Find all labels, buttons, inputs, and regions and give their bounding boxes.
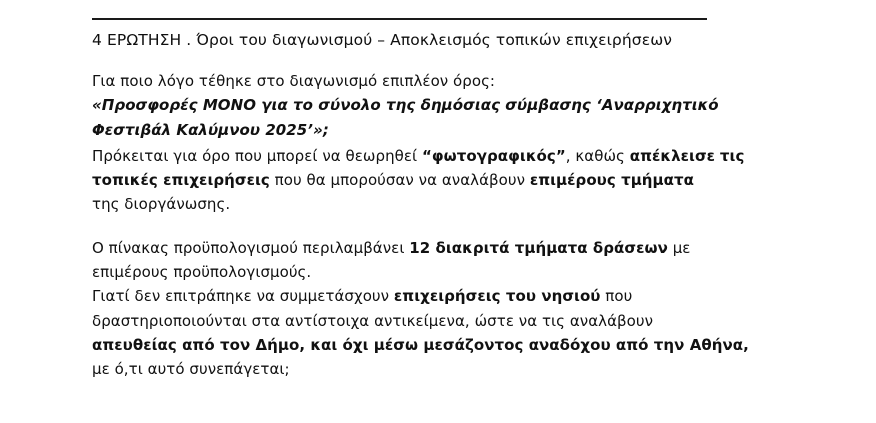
text-segment: με (667, 238, 691, 257)
text-segment: , καθώς (565, 146, 630, 165)
document-body (92, 18, 792, 381)
text-segment-bold: επιχειρήσεις του νησιού (393, 287, 601, 306)
paragraph-line: επιμέρους προϋπολογισμούς. (92, 263, 312, 281)
text-segment: που θα μπορούσαν να αναλάβουν (269, 171, 530, 190)
horizontal-rule (92, 18, 707, 20)
text-segment: Ο πίνακας προϋπολογισμού περιλαμβάνει (92, 238, 410, 257)
paragraph-local-businesses (92, 284, 792, 381)
text-segment-bold: “φωτογραφικός” (421, 146, 566, 165)
paragraph-line: δραστηριοποιούνται στα αντίστοιχα αντικείμενα, ώστε να τις αναλάβουν (92, 311, 654, 330)
spacer (92, 217, 792, 236)
paragraph-photographic-term (92, 144, 792, 217)
text-segment: Γιατί δεν επιτράπηκε να συμμετάσχουν (92, 287, 394, 306)
text-segment: που (600, 287, 633, 306)
paragraph-line: της διοργάνωσης. (92, 195, 231, 214)
text-segment-bold: τις τοπικές επιχειρήσεις (92, 146, 745, 190)
text-segment: Πρόκειται για όρο που μπορεί να θεωρηθεί (92, 146, 422, 165)
quoted-term-line-2: Φεστιβάλ Καλύμνου 2025’»; (92, 120, 329, 139)
paragraph-question-term (92, 69, 792, 142)
text-segment-bold: 12 διακριτά τμήματα δράσεων (409, 238, 668, 257)
question-heading: 4 ΕΡΩΤΗΣΗ . Όροι του διαγωνισμού – Αποκλεισμός τοπικών επιχειρήσεων (92, 31, 673, 49)
paragraph-line: με ό,τι αυτό συνεπάγεται; (92, 360, 290, 379)
text-segment-bold: απέκλεισε (629, 146, 716, 165)
quoted-term-line-1: «Προσφορές ΜΟΝΟ για το σύνολο της δημόσιας σύμβασης ‘Αναρριχητικό (92, 96, 719, 115)
paragraph-budget-table (92, 236, 792, 285)
text-segment-bold: επιμέρους τμήματα (529, 171, 694, 190)
paragraph-line-bold: απευθείας από τον Δήμο, και όχι μέσω μεσάζοντος αναδόχου από την Αθήνα, (92, 335, 749, 354)
paragraph-line: Για ποιο λόγο τέθηκε στο διαγωνισμό επιπλέον όρος: (92, 71, 496, 90)
